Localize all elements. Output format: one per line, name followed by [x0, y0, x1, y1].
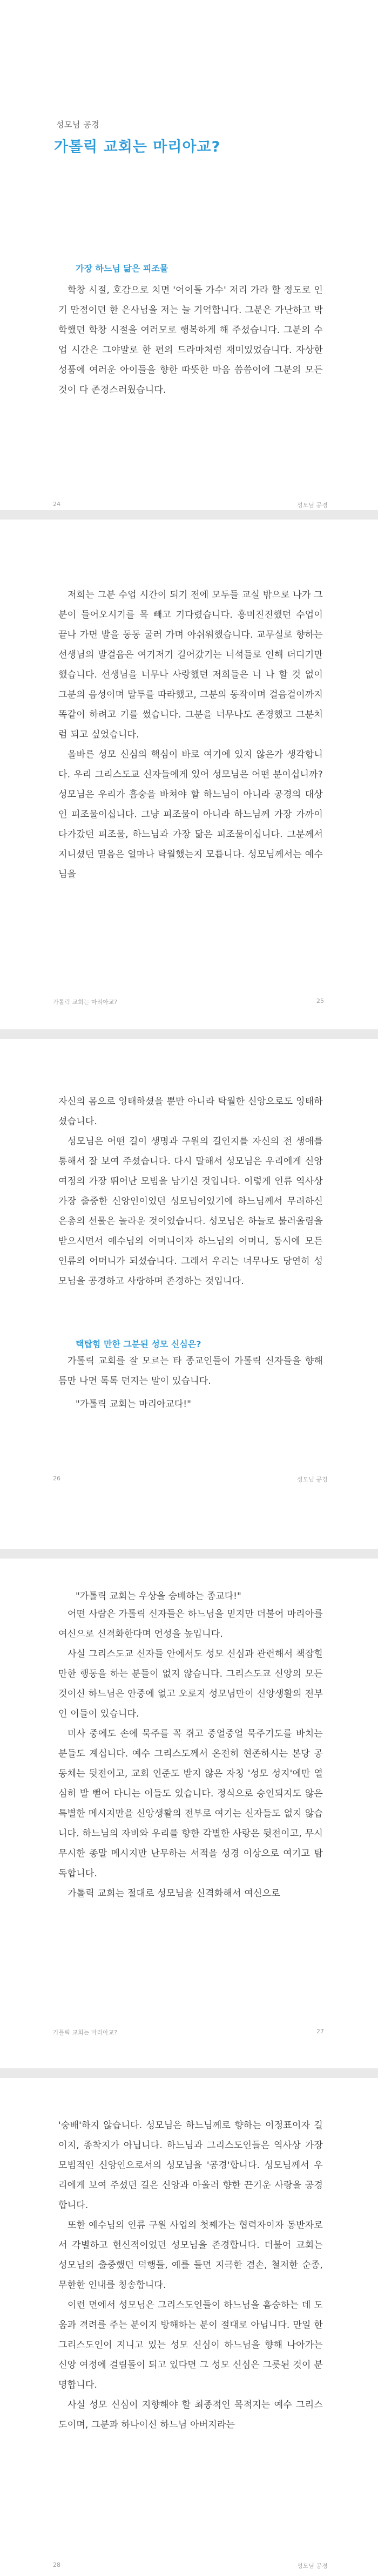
running-header: 성모님 공경 — [297, 1476, 328, 1483]
page-25 — [0, 520, 378, 1029]
page-24 — [0, 0, 378, 510]
body-text — [58, 585, 323, 885]
body-text — [58, 1092, 323, 1292]
body-text — [58, 1604, 323, 1904]
page-27 — [0, 1559, 378, 2068]
page-28 — [0, 2078, 378, 2576]
paragraph: 어떤 사람은 가톨릭 신자들은 하느님을 믿지만 더불어 마리아를 여신으로 신격화한다며 언성을 높입니다. — [58, 1609, 323, 1639]
quote: "가톨릭 교회는 우상을 숭배하는 종교다!" — [76, 1591, 241, 1602]
running-header: 성모님 공경 — [297, 2563, 328, 2570]
body-text — [58, 2116, 323, 2435]
page-number: 25 — [316, 997, 324, 1005]
page-divider — [0, 510, 378, 520]
subheading: 택탑힘 만한 그분된 성모 신심은? — [76, 1339, 201, 1349]
running-header: 성모님 공경 — [297, 502, 328, 509]
body-text — [58, 281, 323, 400]
page-26 — [0, 1039, 378, 1549]
paragraph: 이런 면에서 성모님은 그리스도인들이 하느님을 흠숭하는 데 도움과 격려를 주는 분이지 방해하는 분이 절대로 아닙니다. 만일 한 그리스도인이 지니고 있는 성모 신심이 하느님을 향해 나아가는 신앙 여정에 걸림돌이 되고 있다면 그 성모 신심은 그릇된 것이 분명합니다. — [58, 2300, 323, 2390]
paragraph: 미사 중에도 손에 묵주를 꼭 쥐고 중얼중얼 묵주기도를 바치는 분들도 계십니다. 예수 그리스도께서 온전히 현존하시는 본당 공동체는 뒷전이고, 교회 인준도 받지 않은 자칭 '성모 성지'에만 열심히 발 뻗어 다니는 이들도 있습니다. 정식으로 승인되지도 않은 특별한 메시지만을 신앙생활의 전부로 여기는 신자들도 없지 않습니다. 하느님의 자비와 우리를 향한 각별한 사랑은 뒷전이고, 무시무시한 종말 메시지만 난무하는 서적을 성경 이상으로 여기고 탐독합니다. — [58, 1728, 323, 1879]
page-number: 24 — [53, 501, 60, 508]
paragraph: 사실 그리스도교 신자들 안에서도 성모 신심과 관련해서 책잡힐 만한 행동을 하는 분들이 없지 않습니다. 그리스도교 신앙의 모든 것이신 하느님은 안중에 없고 오로지 성모님만이 신앙생활의 전부인 이들이 있습니다. — [58, 1649, 323, 1719]
running-header: 가톨릭 교회는 마리아교? — [53, 2029, 118, 2036]
paragraph: '숭배'하지 않습니다. 성모님은 하느님께로 향하는 이정표이자 길이지, 종착지가 아닙니다. 하느님과 그리스도인들은 역사상 가장 모범적인 신앙인으로서의 성모님을 '공경'합니다. 성모님께서 우리에게 보여 주셨던 길은 신앙과 아울러 향한 끈기운 사랑을 공경합니다. — [58, 2120, 323, 2211]
paragraph: 올바른 성모 신심의 핵심이 바로 여기에 있지 않은가 생각합니다. 우리 그리스도교 신자들에게 있어 성모님은 어떤 분이십니까? 성모님은 우리가 흠숭을 바쳐야 할 하느님이 아니라 공경의 대상인 피조물이십니다. 그냥 피조물이 아니라 하느님께 가장 가까이 다가갔던 피조물, 하느님과 가장 닮은 피조물이십니다. 그분께서 지니셨던 믿음은 얼마나 탁월했는지 모릅니다. 성모님께서는 예수님을 — [58, 749, 323, 880]
page-number: 26 — [53, 1475, 60, 1482]
section-label: 성모님 공경 — [56, 120, 100, 129]
subheading: 가장 하느님 닮은 피조물 — [76, 263, 168, 274]
paragraph: 저희는 그분 수업 시간이 되기 전에 모두들 교실 밖으로 나가 그분이 들어오시기를 목 빼고 기다렸습니다. 흥미진진했던 수업이 끝나 가면 발을 동동 굴러 가며 아쉬워했습니다. 교무실로 향하는 선생님의 발걸음은 여기저기 길어갔기는 너석들로 인해 더디기만 했습니다. 선생님을 너무나 사랑했던 저희들은 너 나 할 것 없이 그분의 음성이며 말투를 따라했고, 그분의 동작이며 걸음걸이까지 똑같이 하려고 기를 썼습니다. 그분을 너무나도 존경했고 그분처럼 되고 싶었습니다. — [58, 590, 323, 740]
body-text — [58, 1351, 323, 1391]
paragraph: 또한 예수님의 인류 구원 사업의 첫째가는 협력자이자 동반자로서 각별하고 헌신적이었던 성모님을 존경합니다. 더불어 교회는 성모님의 출중했던 덕행들, 예를 들면 지극한 겸손, 철저한 순종, 무한한 인내를 칭송합니다. — [58, 2220, 323, 2291]
paragraph: 가톨릭 교회는 절대로 성모님을 신격화해서 여신으로 — [68, 1888, 280, 1899]
running-header: 가톨릭 교회는 마리아교? — [53, 999, 118, 1006]
page-number: 28 — [53, 2561, 60, 2568]
page-divider — [0, 1549, 378, 1559]
paragraph: 자신의 몸으로 잉태하셨을 뿐만 아니라 탁월한 신앙으로도 잉태하셨습니다. — [58, 1096, 323, 1127]
page-divider — [0, 2068, 378, 2078]
paragraph: 성모님은 어떤 길이 생명과 구원의 길인지를 자신의 전 생애를 통해서 잘 보여 주셨습니다. 다시 말해서 성모님은 우리에게 신앙 여정의 가장 뛰어난 모범을 남기신 것입니다. 이렇게 인류 역사상 가장 출중한 신앙인이었던 성모님이었기에 하느님께서 무려하신 은총의 선물은 놀라운 것이었습니다. 성모님은 하늘로 불러올림을 받으시면서 예수님의 어머니이자 하느님의 어머니, 동시에 모든 인류의 어머니가 되셨습니다. 그래서 우리는 너무나도 당연히 성모님을 공경하고 사랑하며 존경하는 것입니다. — [58, 1136, 323, 1287]
page-number: 27 — [316, 2028, 324, 2035]
chapter-title: 가톨릭 교회는 마리아교? — [54, 139, 221, 155]
paragraph: 학창 시절, 호감으로 치면 '어이돌 가수' 저리 가라 할 정도로 인기 만점이던 한 은사님을 저는 늘 기억합니다. 그분은 가난하고 박학했던 학창 시절을 여러모로 행복하게 해 주셨습니다. 그분의 수업 시간은 그야말로 한 편의 드라마처럼 재미있었습니다. 자상한 성품에 여러운 아이들을 향한 따뜻한 마음 씀씀이에 그분의 모든 것이 다 존경스러웠습니다. — [58, 285, 323, 395]
page-divider — [0, 1029, 378, 1039]
quote: "가톨릭 교회는 마리아교다!" — [76, 1399, 191, 1410]
paragraph: 사실 성모 신심이 지향해야 할 최종적인 목적지는 예수 그리스도이며, 그분과 하나이신 하느님 아버지라는 — [58, 2400, 323, 2430]
paragraph: 가톨릭 교회를 잘 모르는 타 종교인들이 가톨릭 신자들을 향해 틈만 나면 톡톡 던지는 말이 있습니다. — [58, 1356, 323, 1386]
